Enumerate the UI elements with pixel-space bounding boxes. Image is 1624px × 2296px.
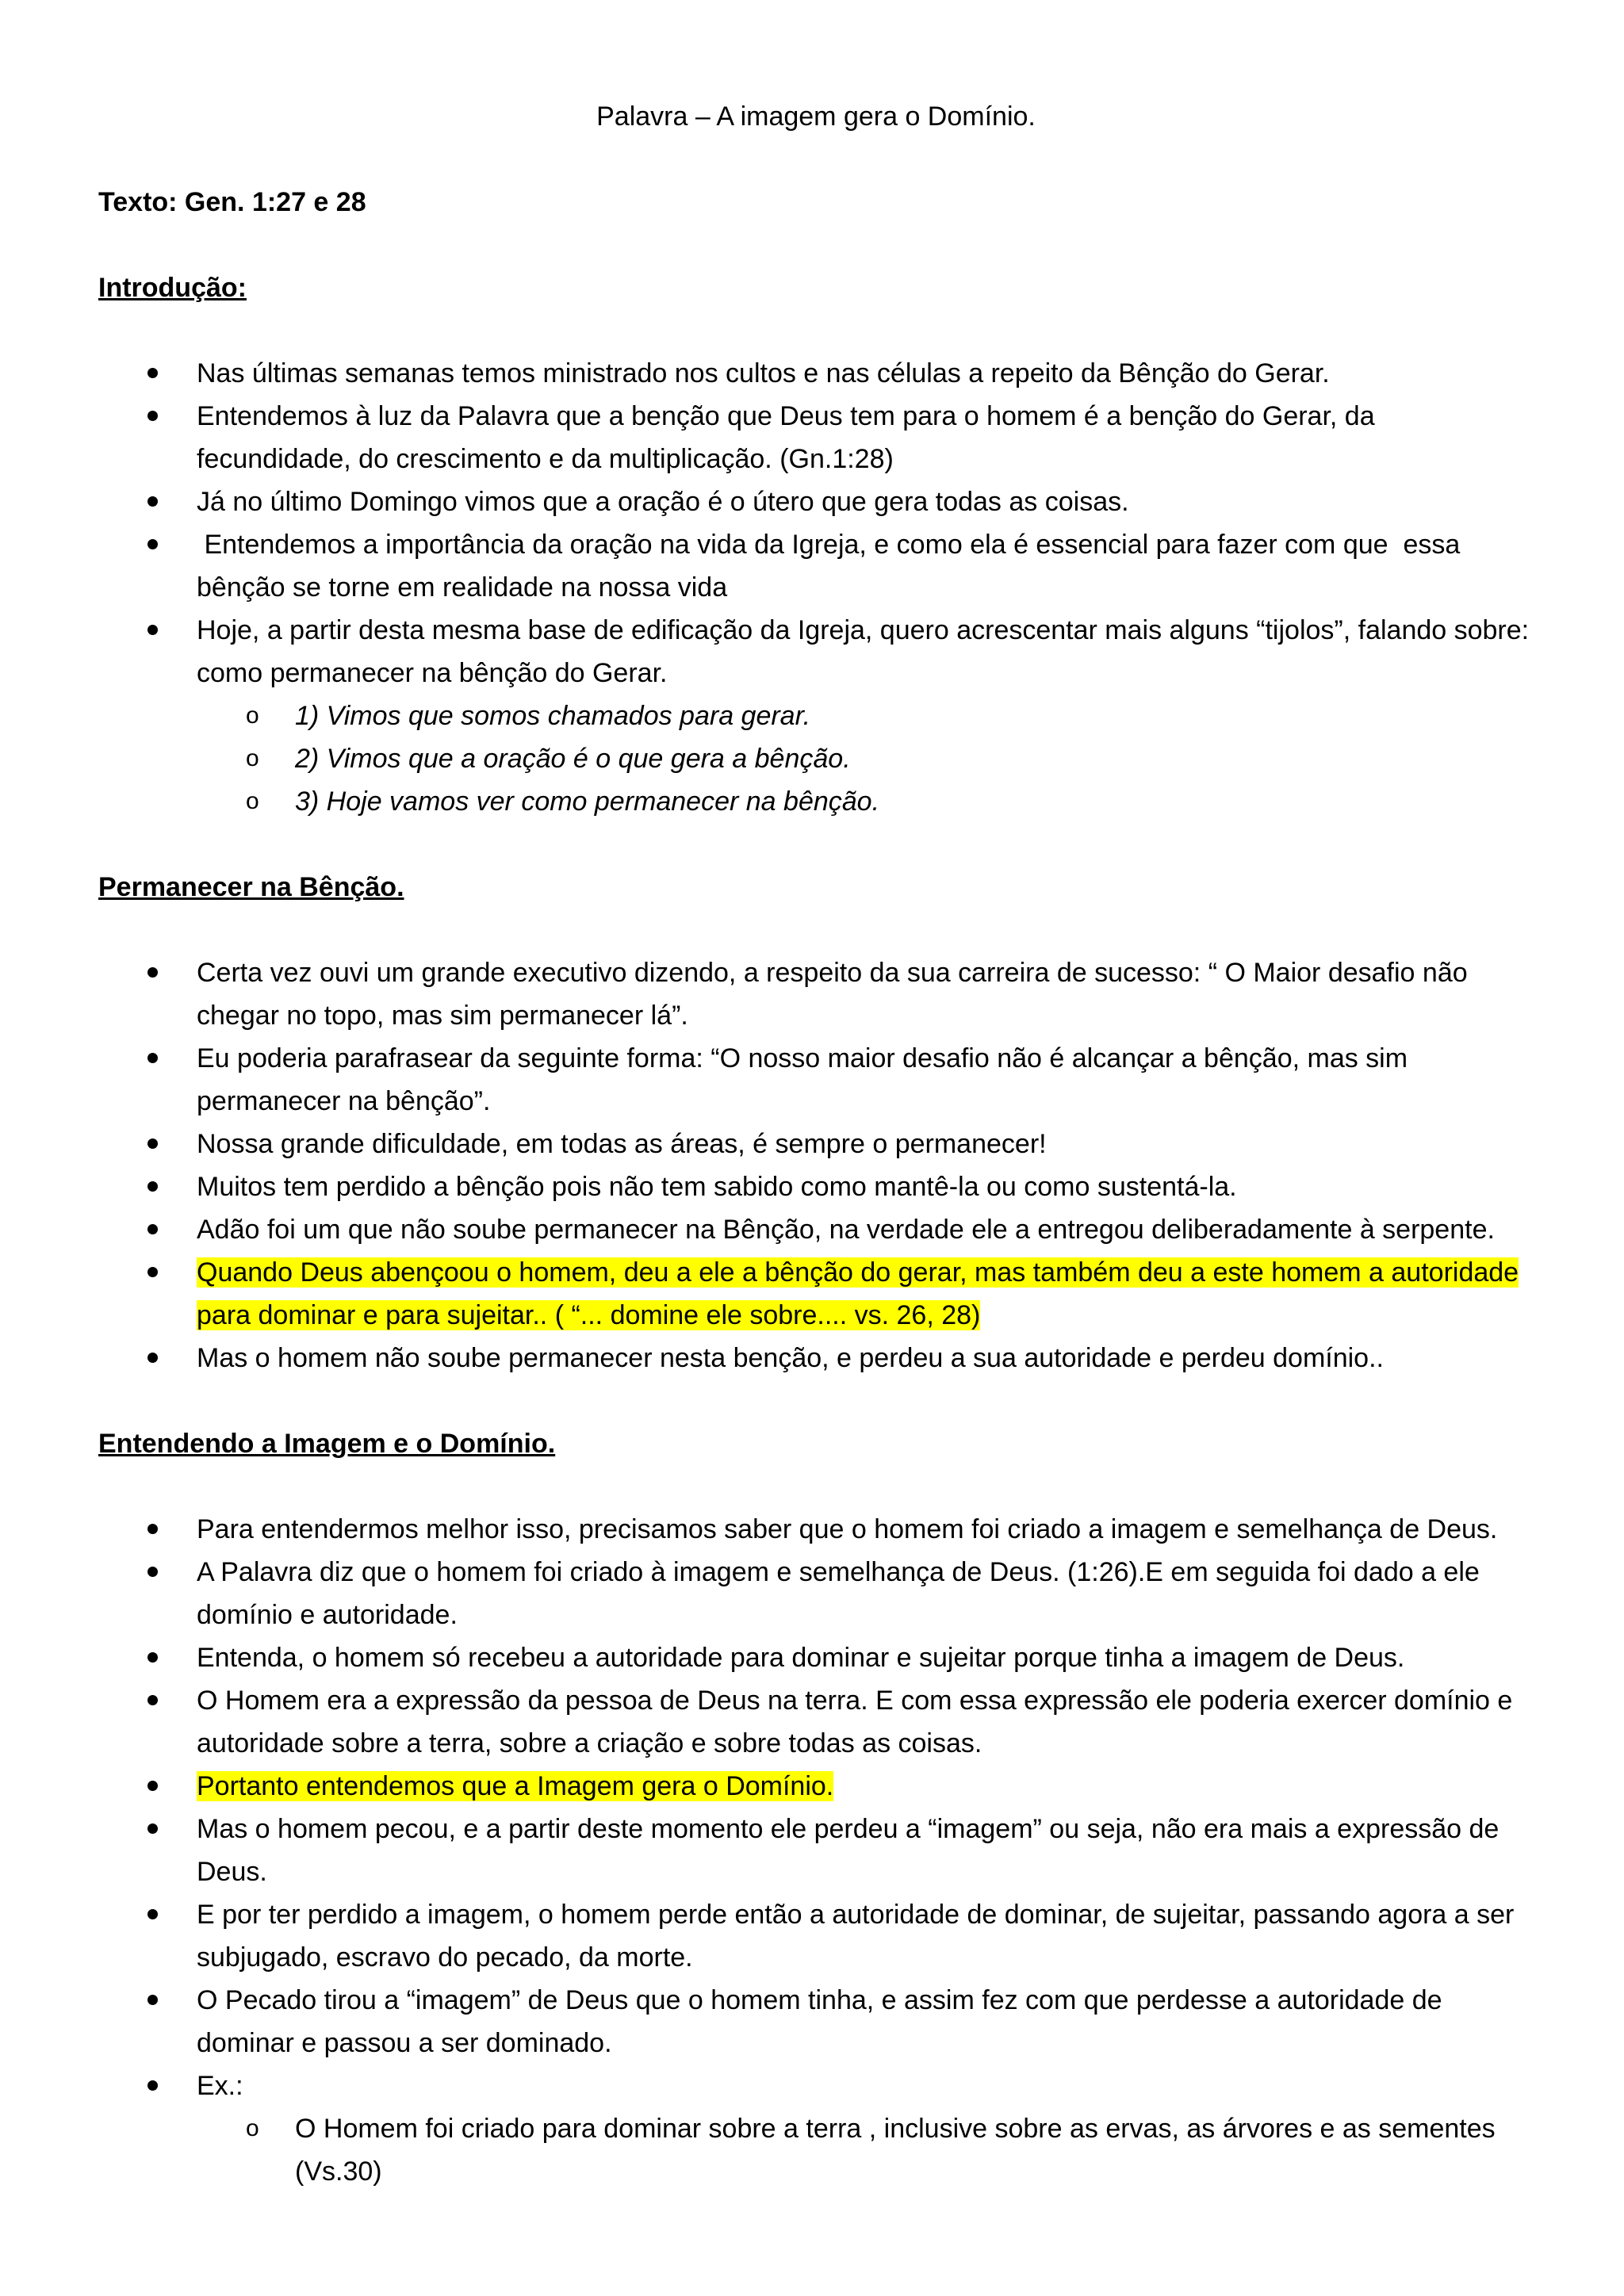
list-item-text: Nas últimas semanas temos ministrado nos cultos e nas células a repeito da Bênção do Gerar. [197,358,1330,388]
bullet-icon [147,1224,158,1234]
list-item-text: Ex.: [197,2071,243,2101]
list-item-text: Entenda, o homem só recebeu a autoridade para dominar e sujeitar porque tinha a imagem de Deus. [197,1643,1405,1673]
list-item-text: Hoje, a partir desta mesma base de edificação da Igreja, quero acrescentar mais alguns “tijolos”, falando sobre: como permanecer na bênção do Gerar. [197,615,1545,688]
highlighted-text: Portanto entendemos que a Imagem gera o Domínio. [197,1771,834,1801]
list-item [98,1165,1534,1208]
list-item [98,352,1534,395]
list-item-text: Eu poderia parafrasear da seguinte forma: “O nosso maior desafio não é alcançar a bênção, mas sim permanecer na bênção”. [197,1043,1408,1116]
list-item-text: Nossa grande dificuldade, em todas as áreas, é sempre o permanecer! [197,1129,1047,1159]
list-item [98,1893,1534,1979]
bullet-icon [147,368,158,378]
list-item [98,1208,1534,1251]
list-item [98,1551,1534,1636]
bullet-icon [147,1652,158,1663]
sub-list-item-text: O Homem foi criado para dominar sobre a terra , inclusive sobre as ervas, as árvores e as sementes (Vs.30) [295,2114,1496,2187]
circle-bullet-icon: o [246,2115,259,2141]
list-item [98,1123,1534,1165]
bullet-icon [147,1053,158,1063]
highlighted-list-item [98,1251,1534,1337]
list-item-text: Mas o homem não soube permanecer nesta benção, e perdeu a sua autoridade e perdeu domínio.. [197,1343,1384,1373]
entendendo-sub-list [98,2107,1534,2193]
sub-list-item [98,780,1534,823]
list-item-text: E por ter perdido a imagem, o homem perde então a autoridade de dominar, de sujeitar, passando agora a ser subjugado, escravo do pecado, da morte. [197,1900,1515,1973]
sub-list-item-text: 3) Hoje vamos ver como permanecer na bênção. [295,786,880,817]
list-item [98,523,1534,609]
bullet-icon [147,1909,158,1919]
list-item [98,1636,1534,1679]
bullet-icon [147,2080,158,2091]
bullet-icon [147,539,158,549]
highlighted-text: Quando Deus abençoou o homem, deu a ele a bênção do gerar, mas também deu a este homem a autoridade para dominar e para sujeitar.. ( “... domine ele sobre.... vs. 26, 28) [197,1257,1519,1330]
bullet-icon [147,1353,158,1363]
bullet-icon [147,1567,158,1577]
list-item-text: A Palavra diz que o homem foi criado à imagem e semelhança de Deus. (1:26).E em seguida foi dado a ele domínio e autoridade. [197,1557,1480,1630]
highlighted-list-item [98,1765,1534,1808]
bullet-icon [147,1695,158,1705]
intro-sub-list [98,695,1534,823]
circle-bullet-icon: o [246,788,259,814]
circle-bullet-icon: o [246,745,259,771]
sub-list-item [98,695,1534,737]
list-item [98,951,1534,1037]
list-item [98,1037,1534,1123]
list-item [98,1979,1534,2064]
list-item [98,480,1534,523]
list-item [98,609,1545,695]
bullet-icon [147,496,158,507]
bullet-icon [147,1995,158,2005]
circle-bullet-icon: o [246,702,259,729]
intro-bullet-list [98,352,1545,695]
list-item [98,395,1534,480]
list-item-text: Entendemos à luz da Palavra que a benção que Deus tem para o homem é a benção do Gerar, da fecundidade, do crescimento e da multiplicação. (Gn.1:28) [197,401,1375,474]
bullet-icon [147,967,158,978]
permanecer-bullet-list [98,951,1534,1380]
bullet-icon [147,1267,158,1277]
list-item [98,1679,1534,1765]
bullet-icon [147,1781,158,1791]
list-item [98,1337,1534,1380]
bullet-icon [147,1181,158,1192]
list-item [98,2064,1534,2107]
list-item [98,1508,1534,1551]
bullet-icon [147,1138,158,1149]
list-item-text: Entendemos a importância da oração na vida da Igreja, e como ela é essencial para fazer com que essa bênção se torne em realidade na nossa vida [197,530,1468,603]
scripture-reference: Texto: Gen. 1:27 e 28 [98,187,366,217]
list-item-text: Certa vez ouvi um grande executivo dizendo, a respeito da sua carreira de sucesso: “ O Maior desafio não chegar no topo, mas sim permanecer lá”. [197,958,1468,1031]
bullet-icon [147,625,158,635]
sub-list-item [98,2107,1534,2193]
section-heading-entendendo: Entendendo a Imagem e o Domínio. [98,1429,556,1459]
document-page [98,95,1545,2193]
list-item-text: O Homem era a expressão da pessoa de Deus na terra. E com essa expressão ele poderia exercer domínio e autoridade sobre a terra, sobre a criação e sobre todas as coisas. [197,1686,1513,1758]
bullet-icon [147,411,158,421]
list-item-text: Já no último Domingo vimos que a oração é o útero que gera todas as coisas. [197,487,1129,517]
section-heading-introducao: Introdução: [98,273,247,303]
entendendo-bullet-list [98,1508,1534,2107]
sub-list-item [98,737,1534,780]
sub-list-item-text: 1) Vimos que somos chamados para gerar. [295,701,811,731]
bullet-icon [147,1524,158,1534]
bullet-icon [147,1823,158,1834]
list-item [98,1808,1534,1893]
list-item-text: Para entendermos melhor isso, precisamos saber que o homem foi criado a imagem e semelhança de Deus. [197,1514,1498,1544]
list-item-text: Muitos tem perdido a bênção pois não tem sabido como mantê-la ou como sustentá-la. [197,1172,1237,1202]
list-item-text: Mas o homem pecou, e a partir deste momento ele perdeu a “imagem” ou seja, não era mais a expressão de Deus. [197,1814,1500,1887]
sub-list-item-text: 2) Vimos que a oração é o que gera a bênção. [295,744,851,774]
document-title: Palavra – A imagem gera o Domínio. [596,101,1036,132]
list-item-text: O Pecado tirou a “imagem” de Deus que o homem tinha, e assim fez com que perdesse a autoridade de dominar e passou a ser dominado. [197,1985,1442,2058]
section-heading-permanecer: Permanecer na Bênção. [98,872,404,902]
list-item-text: Adão foi um que não soube permanecer na Bênção, na verdade ele a entregou deliberadamente à serpente. [197,1215,1495,1245]
